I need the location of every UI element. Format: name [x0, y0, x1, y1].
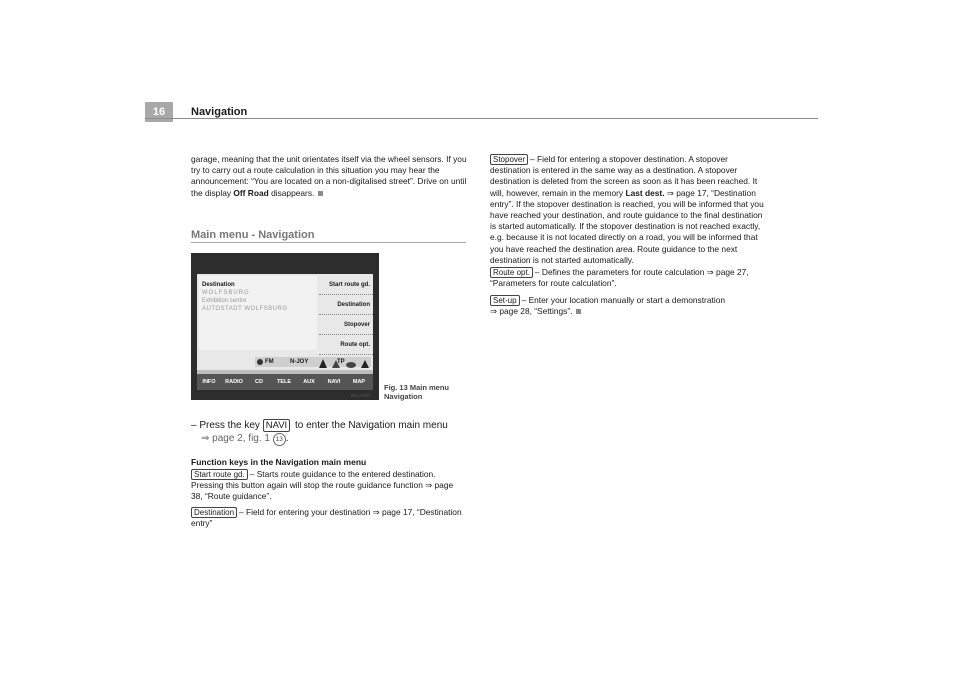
- radio-station: N-JOY: [290, 359, 309, 365]
- intro-paragraph: [191, 154, 467, 199]
- step-instruction: – Press the key NAVI to enter the Navigation main menu ⇒ page 2, fig. 1 13 .: [191, 420, 448, 444]
- route-opt-key: Route opt.: [490, 267, 533, 278]
- step-suffix: to enter the Navigation main menu: [294, 420, 448, 431]
- function-keys-heading: Function keys in the Navigation main menu: [191, 457, 367, 467]
- step-prefix: – Press the key: [191, 420, 260, 431]
- menu-route-opt[interactable]: Route opt.: [319, 335, 373, 355]
- dest-title: Destination: [202, 282, 235, 288]
- btn-map[interactable]: MAP: [352, 379, 366, 385]
- traffic-icon: [332, 360, 340, 368]
- hardware-button-row: [197, 374, 373, 390]
- dest-line2: Exhibition centre: [202, 298, 247, 304]
- start-route-entry: [191, 469, 467, 503]
- chapter-title: Navigation: [191, 106, 248, 118]
- section-title: Main menu - Navigation: [191, 229, 315, 241]
- stopover-text-a: – Field for entering a stopover destination. A stopover destination is entered in the same way as a destination. A stopover destination is deleted from the screen as soon as it has been reached. It will, however, remain in the memory: [490, 154, 758, 198]
- page-number: 16: [145, 102, 173, 122]
- setup-entry: [490, 295, 766, 317]
- destination-pane: [199, 276, 317, 350]
- warning-icon: [319, 359, 327, 368]
- menu-destination[interactable]: Destination: [319, 295, 373, 315]
- route-opt-text: – Defines the parameters for route calculation ⇒ page 27, “Parameters for route calculation”.: [490, 267, 749, 289]
- person-icon: [361, 360, 369, 368]
- route-opt-entry: [490, 267, 766, 289]
- btn-navi[interactable]: NAVI: [327, 379, 341, 385]
- destination-key: Destination: [191, 507, 237, 518]
- stopover-text-b: ⇒ page 17, “Destination entry”. If the stopover destination is reached, you will be informed that you have reached your destination, and route guidance to the final destination is started automatically. If the stopover destination is not reached exactly, e.g. because it is not located directly on a road, you will be informed that you have reached the destination: [490, 187, 764, 254]
- btn-aux[interactable]: AUX: [303, 379, 315, 385]
- menu-stopover[interactable]: Stopover: [319, 315, 373, 335]
- btn-info[interactable]: INFO: [202, 379, 216, 385]
- dest-line1: WOLFSBURG: [202, 290, 250, 296]
- radio-icon: [257, 359, 263, 365]
- intro-text: garage, meaning that the unit orientates itself via the wheel sensors. If you try to carry out a route calculation in this situation you may hear the announcement: “You are located on a non-digitalised street”. Drive on until the display: [191, 154, 467, 198]
- screen-display: [197, 274, 373, 390]
- stopover-entry: [490, 154, 766, 266]
- caption-line1: Fig. 13 Main menu: [384, 383, 450, 392]
- stopover-key: Stopover: [490, 154, 528, 165]
- section-rule: [191, 242, 466, 243]
- btn-cd[interactable]: CD: [255, 379, 263, 385]
- radio-tp: TP: [337, 359, 345, 365]
- btn-tele[interactable]: TELE: [276, 379, 292, 385]
- destination-text: – Field for entering your destination ⇒ page 17, “Destination entry”: [191, 507, 462, 529]
- intro-bold: Off Road: [233, 187, 269, 198]
- setup-text-b: ⇒ page 28, “Settings”.: [490, 306, 573, 317]
- figure-code: Bno-0037: [351, 393, 371, 398]
- step-ref: ⇒ page 2, fig. 1: [201, 433, 270, 444]
- end-mark-icon: [576, 309, 581, 314]
- menu-start-route[interactable]: Start route gd.: [319, 275, 373, 295]
- stopover-italic: area: [615, 243, 633, 254]
- car-icon: [346, 362, 356, 368]
- end-mark-icon: [318, 191, 323, 196]
- setup-text-a: – Enter your location manually or start a demonstration: [521, 295, 726, 305]
- destination-entry: [191, 507, 467, 529]
- btn-radio[interactable]: RADIO: [225, 379, 243, 385]
- status-icons-svg: [317, 357, 373, 369]
- stopover-bold: Last dest.: [625, 187, 665, 198]
- caption-line2: Navigation: [384, 392, 423, 401]
- status-icons: [317, 356, 373, 368]
- navigation-screen-figure: [191, 253, 379, 400]
- navi-key: NAVI: [263, 419, 290, 432]
- header-rule: [145, 118, 818, 119]
- radio-band: FM: [265, 359, 274, 365]
- intro-end: disappears.: [271, 187, 315, 198]
- stopover-text-c: . Route guidance to the next destination is not started automatically.: [490, 243, 738, 265]
- dest-line3: AUTOSTADT WOLFSBURG: [202, 306, 288, 312]
- setup-key: Set-up: [490, 295, 520, 306]
- callout-circle: 13: [273, 433, 286, 446]
- start-route-text: – Starts route guidance to the entered destination. Pressing this button again will stop the route guidance function ⇒ page 38, “Route guidance”.: [191, 469, 454, 502]
- figure-caption: [384, 383, 449, 401]
- start-route-key: Start route gd.: [191, 469, 248, 480]
